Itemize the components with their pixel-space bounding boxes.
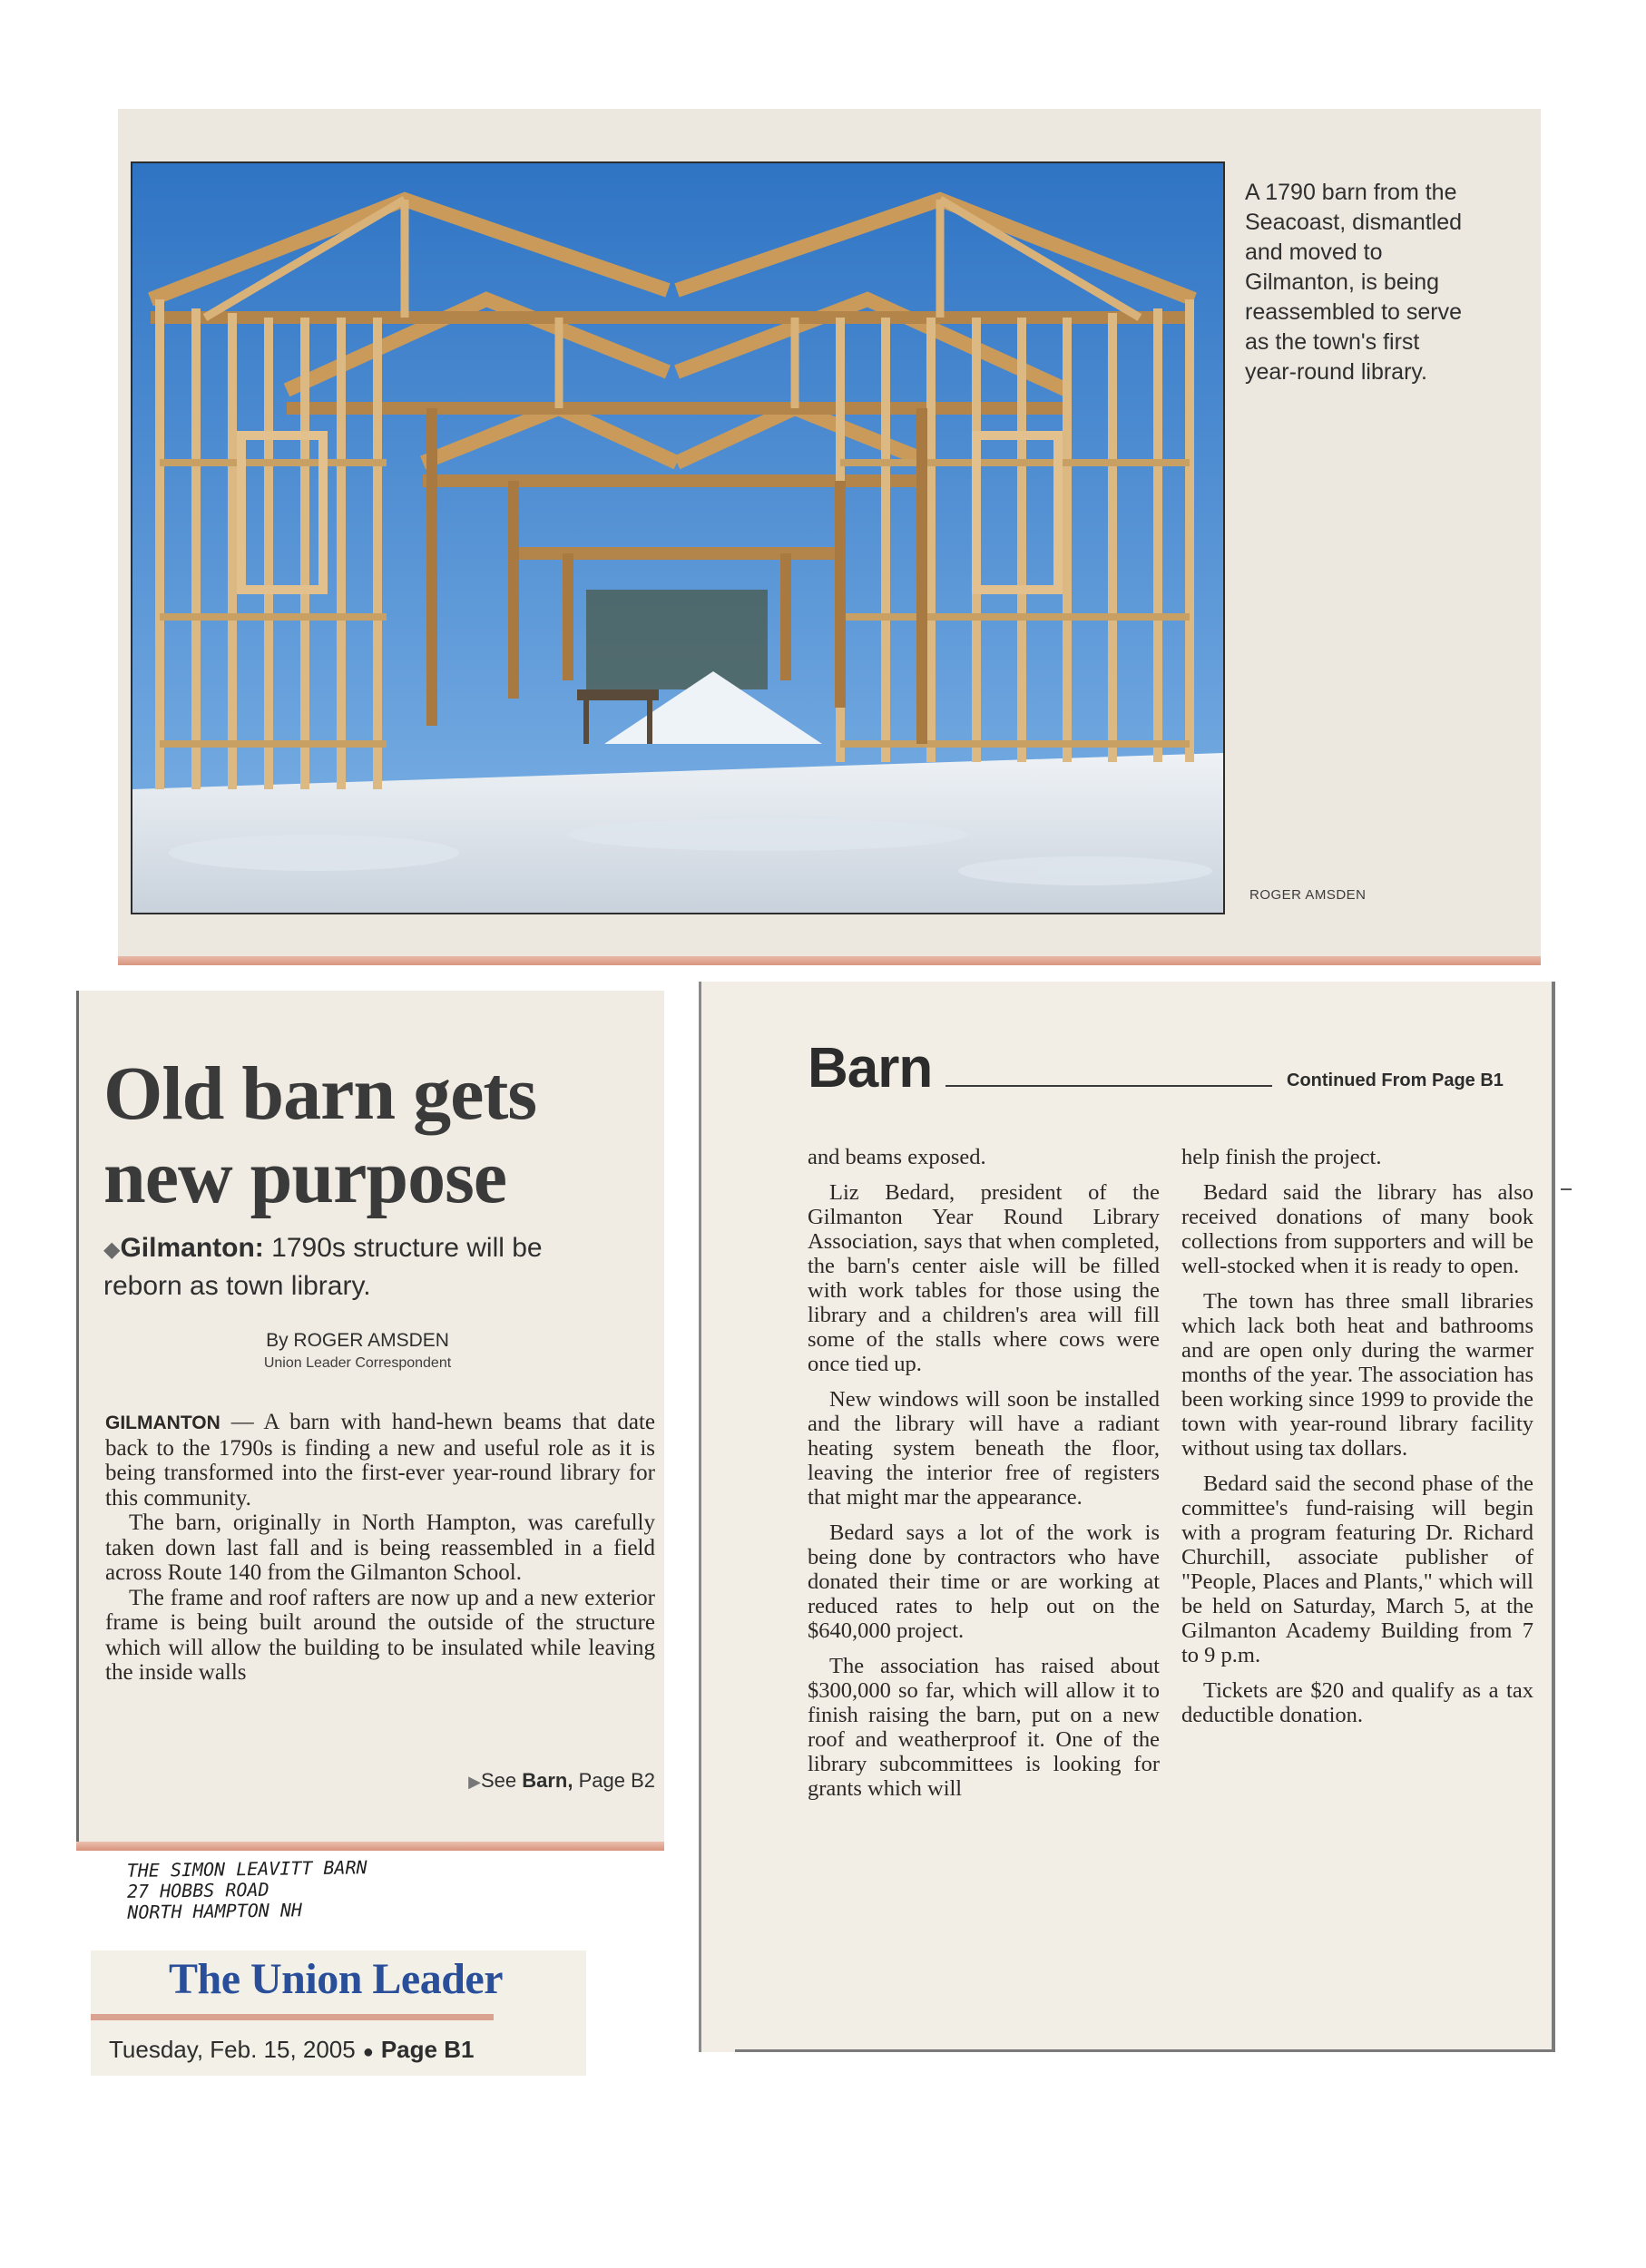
front-clipping-bottom-rule [76,1842,664,1851]
col2-paragraph-2: Bedard said the library has also received donations of many book collections from supporters and will be well-stocked when it is ready to open. [1181,1180,1533,1278]
col2-paragraph-3: The town has three small libraries which lack both heat and bathrooms and are open only during the warmer months of the year. The association has been working since 1999 to provide the town with year-round library facility without using tax dollars. [1181,1289,1533,1461]
lead-word: GILMANTON [105,1413,220,1433]
col1-paragraph-5: The association has raised about $300,000 so far, which will allow it to finish raising the barn, put on a new roof and weatherproof it. One of the library subcommittees is looking for grants which will [808,1654,1160,1801]
continuation-head: Barn [808,1037,933,1100]
issue-date-text: Tuesday, Feb. 15, 2005 [109,2036,356,2063]
col1-paragraph-4: Bedard says a lot of the work is being done by contractors who have donated their time or are working at reduced rates to help out on the $640,000 project. [808,1520,1160,1643]
continuation-bottom-rule [735,2049,1555,2052]
front-paragraph-2: The barn, originally in North Hampton, was carefully taken down last fall and is being reassembled in a field across Route 140 from the Gilmanton School. [105,1510,655,1585]
col1-paragraph-2: Liz Bedard, president of the Gilmanton Year Round Library Association, says that when completed, the barn's center aisle will be filled with work tables for those using the library and a children's area will fill some of the stalls where cows were once tied up. [808,1180,1160,1376]
continuation-right-rule [1552,982,1555,2052]
handwritten-note [127,1855,509,1923]
headline: Old barn gets new purpose [103,1051,537,1219]
handnote-line-3: NORTH HAMPTON NH [127,1899,303,1923]
front-paragraph-3: The frame and roof rafters are now up and a new exterior frame is being built around the outside of the structure which will allow the building to be insulated while leaving the inside walls [105,1585,655,1685]
photo-credit: ROGER AMSDEN [1249,887,1367,903]
front-clipping-left-rule [76,991,79,1851]
jump-arrow-icon: ▶ [468,1773,481,1791]
byline-role: Union Leader Correspondent [263,1355,452,1371]
diamond-bullet-icon: ◆ [103,1237,121,1262]
byline [103,1330,612,1372]
col2-paragraph-5: Tickets are $20 and qualify as a tax deductible donation. [1181,1678,1533,1727]
deck-dateline: Gilmanton: [120,1233,264,1263]
col1-paragraph-1: and beams exposed. [808,1145,986,1169]
barn-photo [131,161,1225,914]
deck [103,1230,612,1305]
jump-prefix: See [480,1769,517,1792]
masthead-rule [91,2014,494,2020]
continuation-left-rule [699,982,701,2052]
photo-caption: A 1790 barn from the Seacoast, dismantled and moved to Gilmanton, is being reassembled to serve as the town's first year-round library. [1245,180,1463,385]
col2-paragraph-1: help finish the project. [1181,1145,1382,1169]
col2-paragraph-4: Bedard said the second phase of the committee's fund-raising will begin with a program featuring Dr. Richard Churchill, associate publisher of "People, Places and Plants," which will be held on Saturday, March 5, at the Gilmanton Academy Building from 7 to 9 p.m. [1181,1471,1533,1667]
byline-name: By ROGER AMSDEN [266,1330,449,1351]
deck-text: 1790s structure will be reborn as town library. [103,1233,543,1301]
jump-word: Barn, [522,1769,573,1792]
front-paragraph-1 [105,1410,655,1510]
photo-clipping-rule [118,956,1541,965]
continuation-column-1 [808,1145,1160,1812]
col1-paragraph-3: New windows will soon be installed and the library will have a radiant heating system beneath the floor, leaving the interior free of registers that might mar the appearance. [808,1387,1160,1510]
edge-mark [1561,1188,1572,1190]
issue-date [109,2036,474,2064]
handnote-line-1: THE SIMON LEAVITT BARN [126,1856,367,1882]
continuation-head-rule [945,1085,1272,1087]
newspaper-masthead: The Union Leader [168,1955,504,2003]
bullet-dot-icon: ● [362,2042,374,2062]
handnote-line-2: 27 HOBBS ROAD [126,1878,269,1902]
continuation-column-2 [1181,1145,1533,1738]
page-label: Page B1 [380,2036,475,2063]
front-article-body [105,1410,655,1686]
continued-from-label: Continued From Page B1 [1287,1070,1504,1090]
jump-reference [445,1769,655,1793]
front-paragraph-1-text: — A barn with hand-hewn beams that date back to the 1790s is finding a new and useful role as it is being transformed into the first-ever year-round library for this community. [105,1410,655,1510]
barn-photo-illustration [132,163,1223,913]
jump-page: Page B2 [578,1769,655,1792]
